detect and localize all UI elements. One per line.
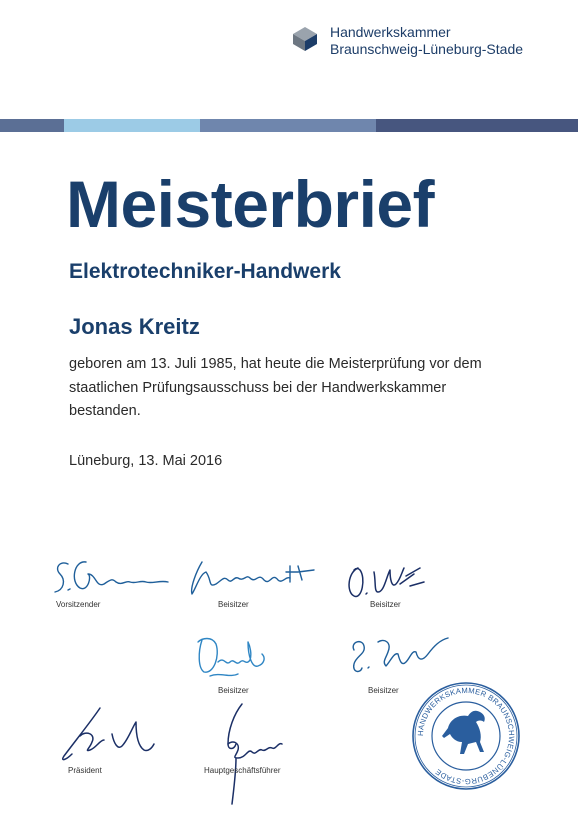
certificate-text-line: geboren am 13. Juli 1985, hat heute die Meisterprüfung vor dem — [69, 356, 482, 372]
certificate-text-line: staatlichen Prüfungsausschuss bei der Handwerkskammer — [69, 380, 447, 396]
header-stripe — [0, 119, 578, 132]
stripe-segment — [0, 119, 64, 132]
signature-label-beisitzer-4: Beisitzer — [368, 686, 399, 695]
signature-vorsitzender — [52, 552, 172, 598]
stripe-segment — [64, 119, 200, 132]
place-and-date: Lüneburg, 13. Mai 2016 — [69, 453, 223, 469]
seal-text: HANDWERKSKAMMER BRAUNSCHWEIG-LÜNEBURG-STADE — [415, 685, 517, 787]
signature-label-praesident: Präsident — [68, 766, 102, 775]
signature-beisitzer-2 — [344, 562, 430, 604]
signature-hauptgeschaeftsfuehrer — [212, 700, 292, 806]
holder-name: Jonas Kreitz — [69, 314, 200, 339]
signature-label-beisitzer-3: Beisitzer — [218, 686, 249, 695]
signature-label-beisitzer-2: Beisitzer — [370, 600, 401, 609]
signature-praesident — [56, 700, 160, 766]
chamber-seal — [410, 680, 522, 792]
trade-name: Elektrotechniker-Handwerk — [69, 260, 341, 283]
certificate-title: Meisterbrief — [66, 167, 435, 241]
signature-beisitzer-1 — [186, 558, 318, 600]
organization-name-line2: Braunschweig-Lüneburg-Stade — [330, 41, 524, 57]
stripe-segment — [200, 119, 376, 132]
signature-label-vorsitzender: Vorsitzender — [56, 600, 101, 609]
certificate-text-line: bestanden. — [69, 403, 141, 419]
signature-label-beisitzer-1: Beisitzer — [218, 600, 249, 609]
horse-icon — [442, 711, 485, 754]
organization-name-line1: Handwerkskammer — [330, 24, 451, 40]
stripe-segment — [376, 119, 578, 132]
signature-beisitzer-3 — [190, 632, 274, 684]
signature-beisitzer-4 — [344, 632, 454, 682]
chamber-logo-icon — [292, 26, 318, 52]
signature-label-hauptgeschaeftsfuehrer: Hauptgeschäftsführer — [204, 766, 281, 775]
